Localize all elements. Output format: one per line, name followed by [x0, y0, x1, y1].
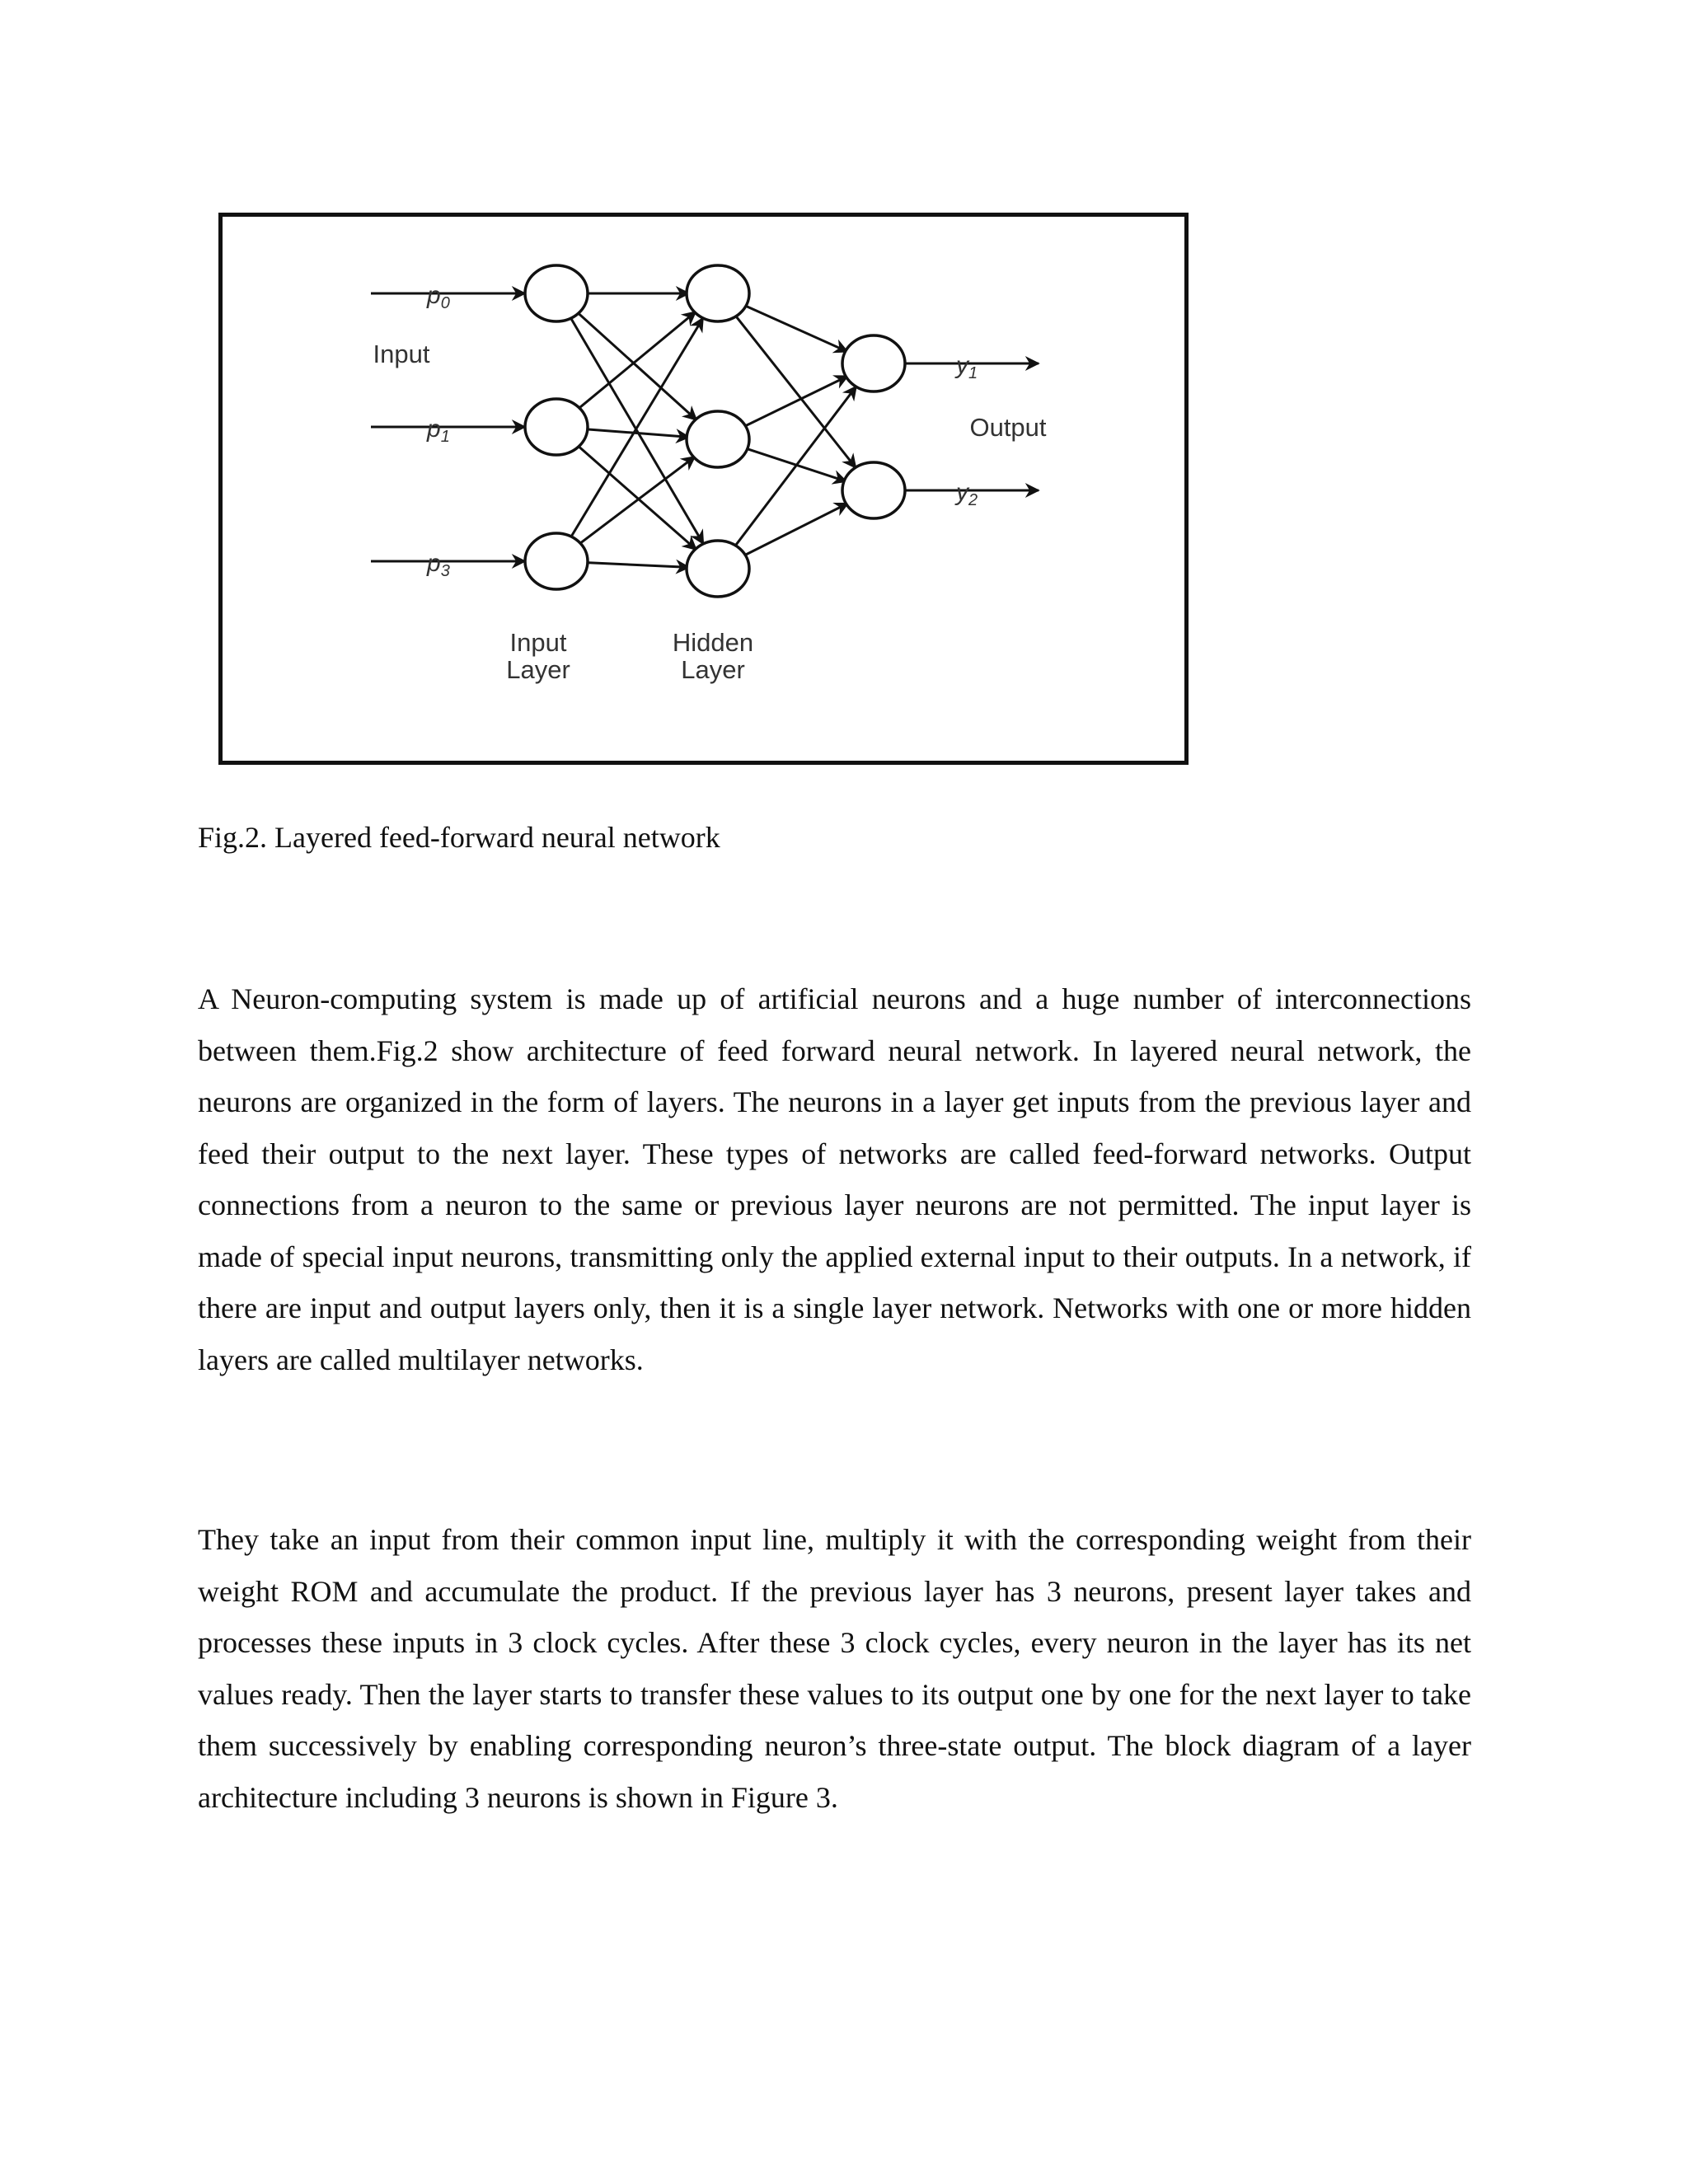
input-neuron-0 — [525, 265, 588, 321]
output-symbol-0: $y_1$ — [956, 352, 978, 382]
hidden-neuron-0 — [687, 265, 749, 321]
hidden-layer-label-line1: Hidden — [672, 628, 754, 657]
output-symbol-1: $y_2$ — [956, 479, 978, 509]
hidden-neuron-2 — [687, 541, 749, 597]
body-paragraph: They take an input from their common input line, multiply it with the corresponding weight from their weight ROM and accumulate the product. If the previous layer has 3 neurons, present layer takes and processes these inputs in 3 clock cycles. After these 3 clock cycles, every neuron in the layer has its net values ready. Then the layer starts to transfer these values to its output one by one for the next layer to take them successively by enabling corresponding neuron’s three-state output. The block diagram of a layer architecture including 3 neurons is shown in Figure 3. — [198, 1523, 1471, 1814]
input-layer-label-line2: Layer — [506, 655, 570, 684]
output-neuron-1 — [842, 462, 905, 518]
output-neuron-0 — [842, 335, 905, 391]
input-label: Input — [373, 340, 430, 368]
figure-caption: Fig.2. Layered feed-forward neural network — [198, 821, 720, 854]
edge-hidden-2-output-0 — [735, 387, 856, 546]
input-symbol-1: $p_1$ — [427, 415, 450, 446]
input-neuron-2 — [525, 533, 588, 589]
hidden-layer-label-line2: Layer — [681, 655, 745, 684]
edge-input-0-hidden-1 — [577, 312, 696, 420]
edge-hidden-2-output-1 — [743, 504, 847, 556]
input-symbol-2: $p_3$ — [427, 550, 450, 580]
edge-input-2-hidden-2 — [584, 563, 689, 568]
input-neuron-1 — [525, 399, 588, 455]
figure-2-frame — [218, 213, 1189, 765]
input-layer-label-line1: Input — [509, 628, 567, 657]
edge-hidden-0-output-1 — [735, 316, 856, 468]
input-symbol-0: $p_0$ — [427, 282, 450, 312]
neural-network-diagram — [223, 217, 1184, 761]
hidden-neuron-1 — [687, 411, 749, 467]
output-label: Output — [969, 413, 1047, 442]
body-paragraph: A Neuron-computing system is made up of artificial neurons and a huge number of interconnections between them.Fig.2 show architecture of feed forward neural network. In layered neural network, the neurons are organized in the form of layers. The neurons in a layer get inputs from the previous layer and feed their output to the next layer. These types of networks are called feed-forward networks. Output connections from a neuron to the same or previous layer neurons are not permitted. The input layer is made of special input neurons, transmitting only the applied external input to their outputs. In a network, if there are input and output layers only, then it is a single layer network. Networks with one or more hidden layers are called multilayer networks. — [198, 982, 1471, 1376]
